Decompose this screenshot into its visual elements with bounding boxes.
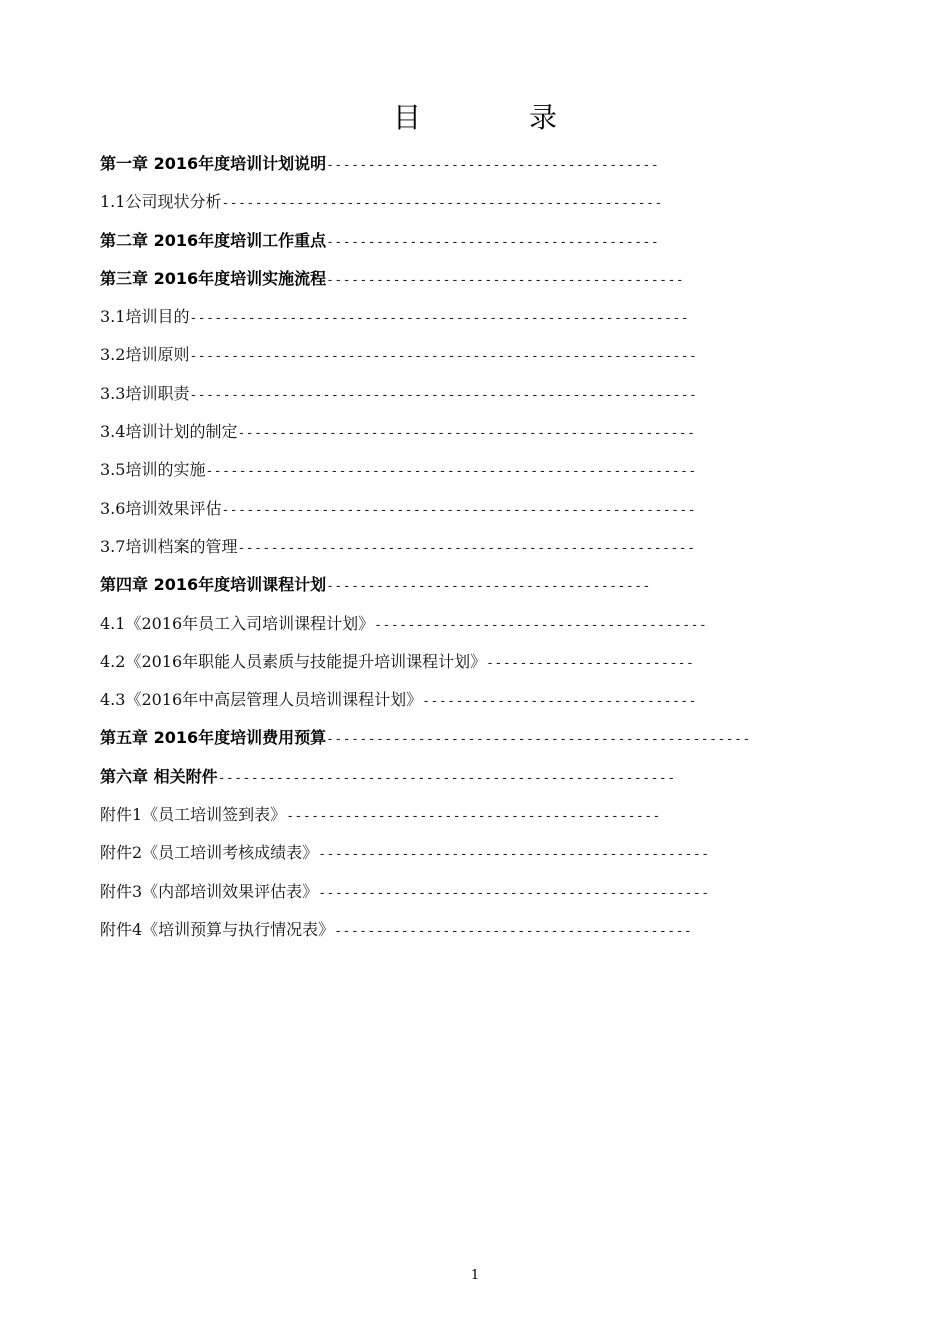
- toc-entry-label: 附件1《员工培训签到表》: [100, 805, 287, 825]
- toc-entry[interactable]: [100, 686, 900, 724]
- toc-dot-leader: -----------------------------------------------: [318, 847, 710, 863]
- toc-entry-label: 3.7培训档案的管理: [100, 536, 238, 556]
- toc-entry-label: 4.2《2016年职能人员素质与技能提升培训课程计划》: [100, 651, 487, 671]
- toc-entry[interactable]: [100, 150, 900, 188]
- toc-title: 目 录: [392, 101, 597, 134]
- toc-dot-leader: -------------------------------------------------------: [237, 426, 696, 442]
- toc-dot-leader: ------------------------------------------------------------: [189, 311, 690, 327]
- toc-entry-label: 3.6培训效果评估: [100, 498, 222, 518]
- toc-entry[interactable]: [100, 610, 900, 648]
- toc-dot-leader: -------------------------------------------------------------: [189, 349, 698, 365]
- toc-entry[interactable]: [100, 839, 900, 877]
- toc-dot-leader: ----------------------------------------: [326, 234, 660, 250]
- toc-dot-leader: -------------------------------------------------------: [237, 540, 696, 556]
- toc-dot-leader: ---------------------------------------------------: [326, 732, 751, 748]
- toc-dot-leader: ---------------------------------------------: [286, 809, 661, 825]
- toc-entry-label: 3.4培训计划的制定: [100, 422, 238, 442]
- toc-entry[interactable]: [100, 227, 900, 265]
- toc-dot-leader: ---------------------------------: [422, 694, 697, 710]
- toc-entry-label: 4.1《2016年员工入司培训课程计划》: [100, 613, 375, 633]
- toc-dot-leader: -------------------------------------------: [334, 923, 693, 939]
- toc-entry[interactable]: [100, 571, 900, 609]
- toc-entry[interactable]: [100, 380, 900, 418]
- toc-entry[interactable]: [100, 265, 900, 303]
- toc-entry-label: 4.3《2016年中高层管理人员培训课程计划》: [100, 690, 423, 710]
- toc-entry[interactable]: [100, 418, 900, 456]
- toc-dot-leader: -------------------------------------------: [326, 272, 685, 288]
- toc-entry[interactable]: [100, 188, 900, 226]
- toc-entry-label: 3.2培训原则: [100, 345, 190, 365]
- toc-entry-label: 3.5培训的实施: [100, 460, 206, 480]
- toc-entry-label: 第三章 2016年度培训实施流程: [100, 268, 327, 288]
- toc-entry[interactable]: [100, 303, 900, 341]
- toc-dot-leader: -----------------------------------------------: [318, 885, 710, 901]
- toc-entry[interactable]: [100, 648, 900, 686]
- toc-entry[interactable]: [100, 916, 900, 954]
- toc-entry[interactable]: [100, 533, 900, 571]
- toc-entry-label: 第一章 2016年度培训计划说明: [100, 154, 327, 173]
- toc-dot-leader: ----------------------------------------: [326, 158, 660, 173]
- toc-entry[interactable]: [100, 724, 900, 762]
- toc-entry-label: 1.1公司现状分析: [100, 192, 222, 212]
- toc-entry-label: 附件2《员工培训考核成绩表》: [100, 843, 319, 863]
- toc-entry-label: 附件4《培训预算与执行情况表》: [100, 919, 335, 939]
- toc-entry[interactable]: [100, 878, 900, 916]
- toc-entry-label: 第五章 2016年度培训费用预算: [100, 728, 327, 748]
- toc-dot-leader: -------------------------------------------------------------: [189, 387, 698, 403]
- toc-entry-label: 第二章 2016年度培训工作重点: [100, 230, 327, 250]
- page-number: 1: [470, 1268, 480, 1283]
- toc-dot-leader: ---------------------------------------: [326, 579, 651, 595]
- toc-entry-label: 3.3培训职责: [100, 383, 190, 403]
- toc-entry[interactable]: [100, 341, 900, 379]
- toc-entry-label: 附件3《内部培训效果评估表》: [100, 881, 319, 901]
- table-of-contents: [100, 150, 900, 954]
- toc-dot-leader: -------------------------------------------------------: [217, 770, 676, 786]
- toc-entry[interactable]: [100, 763, 900, 801]
- toc-dot-leader: ----------------------------------------: [374, 617, 708, 633]
- toc-entry-label: 第六章 相关附件: [100, 766, 218, 786]
- toc-entry[interactable]: [100, 456, 900, 494]
- toc-dot-leader: -----------------------------------------------------: [221, 196, 663, 212]
- toc-dot-leader: -------------------------: [486, 655, 695, 671]
- toc-entry-label: 第四章 2016年度培训课程计划: [100, 575, 327, 595]
- toc-entry[interactable]: [100, 495, 900, 533]
- toc-dot-leader: ---------------------------------------------------------: [221, 502, 697, 518]
- toc-dot-leader: -----------------------------------------------------------: [205, 464, 697, 480]
- toc-entry[interactable]: [100, 801, 900, 839]
- toc-entry-label: 3.1培训目的: [100, 307, 190, 327]
